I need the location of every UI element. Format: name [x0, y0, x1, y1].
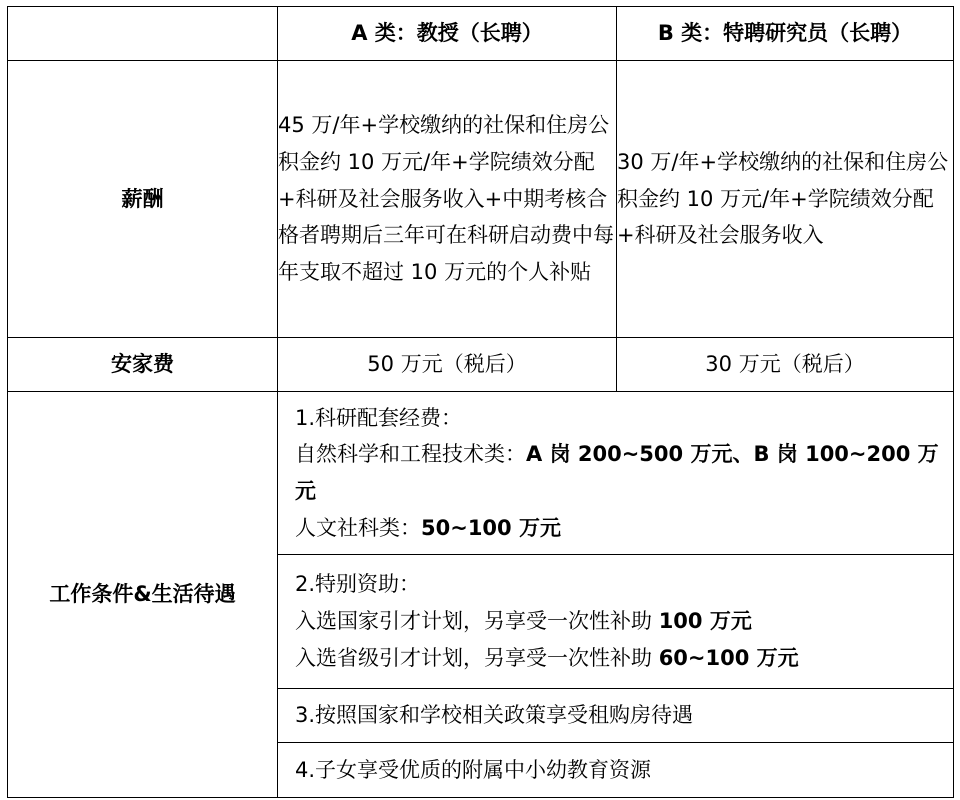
conditions-row: [8, 392, 954, 798]
research-funding-science: [295, 436, 941, 510]
settlement-a-value: 50 万元（税后）: [278, 338, 617, 392]
salary-a-text: 45 万/年+学校缴纳的社保和住房公积金约 10 万元/年+学院绩效分配+科研及社会服务收入+中期考核合格者聘期后三年可在科研启动费中每年支取不超过 10 万元的个人补贴: [278, 61, 617, 338]
conditions-content: [278, 392, 954, 798]
salary-b-text: 30 万/年+学校缴纳的社保和住房公积金约 10 万元/年+学院绩效分配+科研及社会服务收入: [617, 61, 954, 338]
research-funding-science-amount: A 岗 200~500 万元、B 岗 100~200 万元: [295, 442, 939, 503]
research-funding-title: 1.科研配套经费：: [295, 405, 463, 430]
settlement-label: 安家费: [8, 338, 278, 392]
special-grant-national-label: 入选国家引才计划，另享受一次性补助: [295, 609, 659, 634]
header-blank-cell: [8, 7, 278, 61]
conditions-item-housing: [278, 689, 953, 743]
header-row: [8, 7, 954, 61]
benefits-table: [7, 6, 954, 798]
special-grant-national: [295, 603, 941, 640]
conditions-item-education: [278, 743, 953, 797]
research-funding-humanities-amount: 50~100 万元: [421, 515, 561, 540]
settlement-b-value: 30 万元（税后）: [617, 338, 954, 392]
header-category-a: A 类：教授（长聘）: [278, 7, 617, 61]
research-funding-science-label: 自然科学和工程技术类：: [295, 442, 526, 467]
conditions-item-special-grant: [278, 555, 953, 689]
special-grant-title: 2.特别资助：: [295, 572, 421, 597]
conditions-label: 工作条件&生活待遇: [8, 392, 278, 798]
special-grant-national-amount: 100 万元: [658, 609, 752, 634]
special-grant-provincial: [295, 640, 941, 677]
header-category-b: B 类：特聘研究员（长聘）: [617, 7, 954, 61]
conditions-item-research-funding: [278, 392, 953, 555]
special-grant-provincial-label: 入选省级引才计划，另享受一次性补助: [295, 645, 659, 670]
salary-row: [8, 61, 954, 338]
research-funding-humanities-label: 人文社科类：: [295, 515, 421, 540]
housing-text: 3.按照国家和学校相关政策享受租购房待遇: [295, 703, 694, 728]
salary-label: 薪酬: [8, 61, 278, 338]
settlement-row: [8, 338, 954, 392]
special-grant-provincial-amount: 60~100 万元: [658, 645, 799, 670]
education-text: 4.子女享受优质的附属中小幼教育资源: [295, 757, 652, 782]
research-funding-humanities: [295, 510, 941, 547]
